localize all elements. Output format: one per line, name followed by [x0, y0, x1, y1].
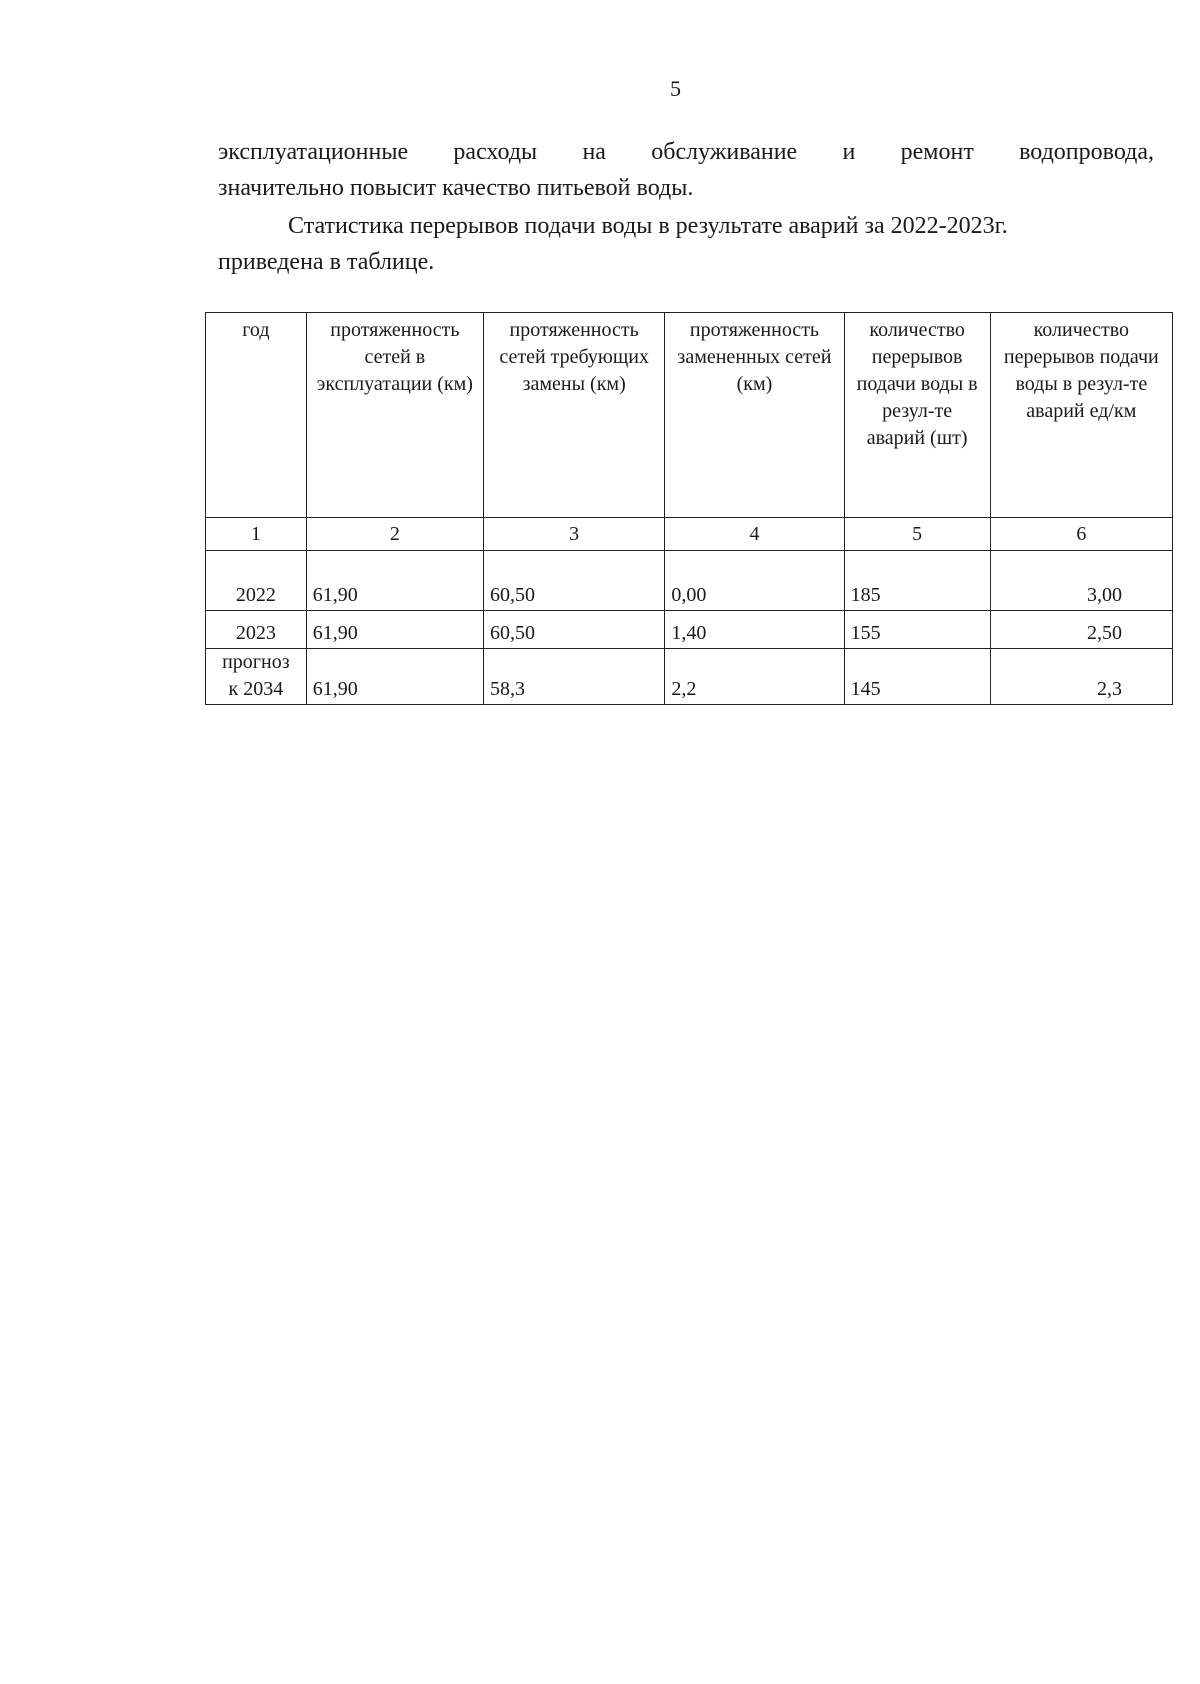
cell-length-replaced: 2,2: [665, 649, 844, 705]
cell-length-in-operation: 61,90: [306, 551, 483, 611]
header-interruptions-per-km: количество перерывов подачи воды в резул-те аварий ед/км: [990, 313, 1172, 518]
table-header-row: [206, 313, 1173, 518]
page-number: 5: [670, 76, 681, 101]
header-length-requiring-replacement: протяженность сетей требующих замены (км): [484, 313, 665, 518]
table-row: [206, 551, 1173, 611]
cell-length-requiring-replacement: 60,50: [484, 611, 665, 649]
header-length-in-operation: протяженность сетей в эксплуатации (км): [306, 313, 483, 518]
paragraph-line: Статистика перерывов подачи воды в результате аварий за 2022-2023г.: [288, 213, 1008, 239]
column-number: 5: [844, 518, 990, 551]
interruptions-table: [205, 312, 1173, 705]
cell-length-replaced: 0,00: [665, 551, 844, 611]
paragraph-line: значительно повысит качество питьевой воды.: [218, 175, 694, 201]
cell-year: [206, 649, 307, 705]
cell-interruptions-count: 185: [844, 551, 990, 611]
cell-year: [206, 611, 307, 649]
column-number: 4: [665, 518, 844, 551]
cell-length-requiring-replacement: 58,3: [484, 649, 665, 705]
cell-interruptions-count: 155: [844, 611, 990, 649]
cell-length-replaced: 1,40: [665, 611, 844, 649]
cell-length-in-operation: 61,90: [306, 611, 483, 649]
paragraph-line: приведена в таблице.: [218, 249, 435, 275]
paragraph-statistics-intro: [218, 208, 1154, 280]
cell-year: [206, 551, 307, 611]
column-number: 3: [484, 518, 665, 551]
table-row: [206, 611, 1173, 649]
cell-length-in-operation: 61,90: [306, 649, 483, 705]
header-year: год: [206, 313, 307, 518]
header-length-replaced: протяженность замененных сетей (км): [665, 313, 844, 518]
year-label: к 2034: [228, 678, 284, 700]
column-number-row: [206, 518, 1173, 551]
cell-interruptions-count: 145: [844, 649, 990, 705]
year-label: прогноз: [222, 651, 290, 673]
year-label: 2023: [235, 622, 276, 644]
year-label: 2022: [235, 584, 276, 606]
paragraph-line: эксплуатационные расходы на обслуживание и ремонт водопровода,: [218, 139, 1154, 165]
column-number: 2: [306, 518, 483, 551]
header-interruptions-count: количество перерывов подачи воды в резул-те аварий (шт): [844, 313, 990, 518]
paragraph-expenses: [218, 134, 1154, 206]
column-number: 6: [990, 518, 1172, 551]
cell-length-requiring-replacement: 60,50: [484, 551, 665, 611]
column-number: 1: [206, 518, 307, 551]
cell-interruptions-per-km: 2,3: [990, 649, 1172, 705]
cell-interruptions-per-km: 2,50: [990, 611, 1172, 649]
table-row: [206, 649, 1173, 705]
cell-interruptions-per-km: 3,00: [990, 551, 1172, 611]
